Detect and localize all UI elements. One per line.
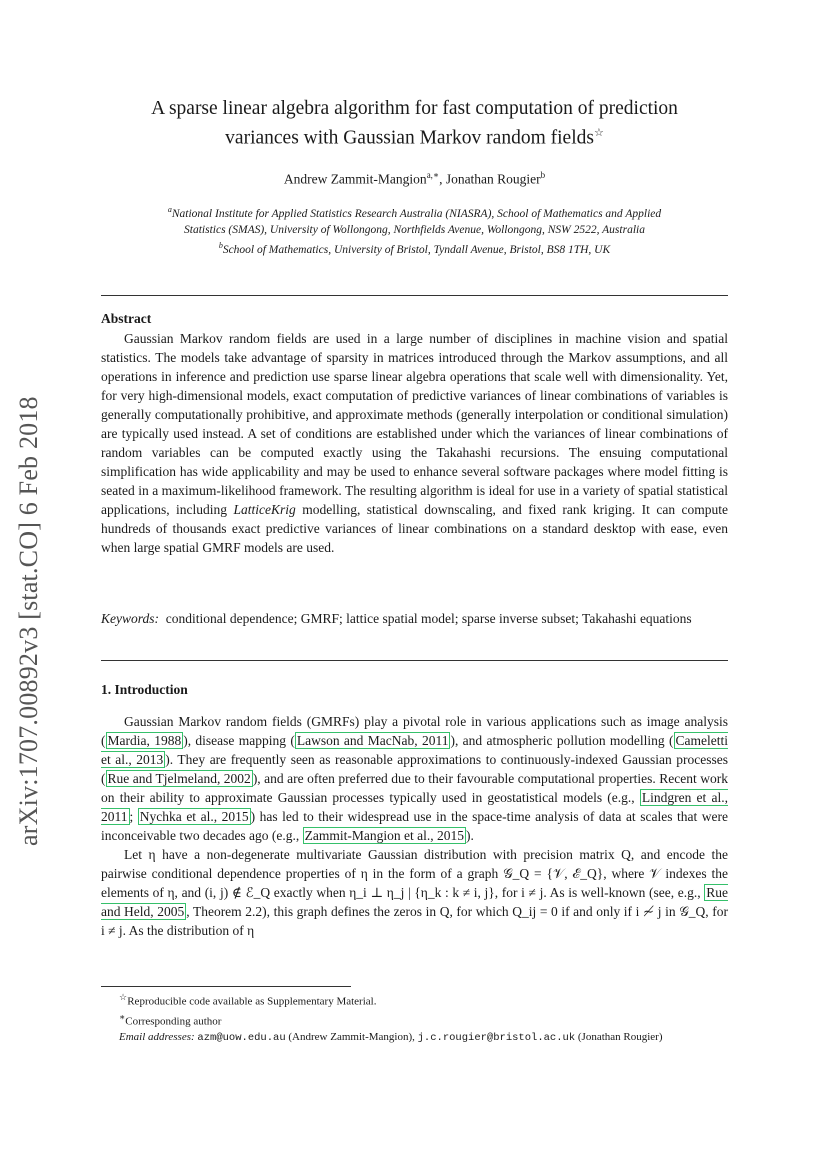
affil-a-line-1: National Institute for Applied Statistics Research Australia (NIASRA), School of Mathematics and Applied (171, 207, 662, 220)
footnote-1-text: Reproducible code available as Supplementary Material. (127, 995, 377, 1008)
author-separator: , (439, 171, 446, 187)
email-link-1[interactable]: azm@uow.edu.au (197, 1032, 286, 1045)
citation-zammit-mangion[interactable]: Zammit-Mangion et al., 2015 (304, 828, 465, 843)
abstract-text-2: modelling, statistical downscaling, and fixed rank kriging. It can compute hundreds of thousands exact predictive variances of linear combinations on a standard desktop with ease, even when large spatial GMRF models are used. (101, 502, 728, 555)
footnote-emails (101, 1030, 728, 1047)
citation-mardia[interactable]: Mardia, 1988 (107, 733, 182, 748)
intro-p1-text: ). They are frequently seen as reasonable approximations to continuously-indexed Gaussian processes ( (101, 752, 728, 786)
intro-p1-text: ), and atmospheric pollution modelling ( (450, 733, 674, 748)
email-link-2[interactable]: j.c.rougier@bristol.ac.uk (417, 1032, 576, 1045)
intro-p1-text: Gaussian Markov random fields (GMRFs) play a pivotal role in various applications such as image analysis ( (101, 714, 728, 748)
footnote-rule (101, 986, 351, 987)
citation-lindgren[interactable]: Lindgren et al., 2011 (101, 790, 728, 824)
affil-b-mark: b (218, 240, 223, 250)
title-line-2: variances with Gaussian Markov random fields (225, 127, 594, 149)
email-2-owner: (Jonathan Rougier) (577, 1031, 663, 1044)
citation-lawson-macnab[interactable]: Lawson and MacNab, 2011 (296, 733, 449, 748)
footnote-1-mark: ☆ (119, 992, 128, 1002)
title-footnote-mark: ☆ (593, 127, 604, 139)
intro-p2-text: Let η have a non-degenerate multivariate Gaussian distribution with precision matrix Q, and encode the pairwise conditional dependence properties of η in the form of a graph 𝒢_Q = {𝒱, ℰ_Q}, where 𝒱 indexes the elements of η, and (i, j) ∉ ℰ_Q exactly when η_i ⊥ η_j | {η_k : k ≠ i, j}, for i ≠ j. As is well-known (see, e.g., (101, 847, 728, 900)
keywords (101, 609, 728, 628)
abstract-body (101, 329, 728, 557)
intro-p1-text: ), and are often preferred due to their favourable computational properties. Recent work on their ability to approximate Gaussian processes typically used in geostatistical models (e.g., (101, 771, 728, 805)
title-line-1: A sparse linear algebra algorithm for fast computation of prediction (151, 98, 678, 119)
paper-title (101, 96, 728, 151)
intro-p1-text: ; (129, 809, 138, 824)
introduction-body (101, 712, 728, 940)
footnote-2-mark: ∗ (119, 1012, 126, 1023)
affil-a-mark: a (167, 205, 172, 214)
keywords-text: conditional dependence; GMRF; lattice spatial model; sparse inverse subset; Takahashi equations (165, 611, 692, 626)
citation-rue-held[interactable]: Rue and Held, 2005 (101, 885, 728, 919)
citation-rue-tjelmeland[interactable]: Rue and Tjelmeland, 2002 (107, 771, 251, 786)
citation-nychka[interactable]: Nychka et al., 2015 (139, 809, 249, 824)
intro-p1-text: ), disease mapping ( (183, 733, 295, 748)
section-heading-introduction: 1. Introduction (101, 682, 188, 697)
affil-b-line: School of Mathematics, University of Bristol, Tyndall Avenue, Bristol, BS8 1TH, UK (222, 243, 611, 256)
intro-p1-text: ) has led to their widespread use in the space-time analysis of data at scales that were inconceivable two decades ago (e.g., (101, 809, 728, 843)
intro-paragraph-2 (101, 845, 728, 940)
abstract-latticekrig: LatticeKrig (233, 502, 296, 517)
email-1-owner: (Andrew Zammit-Mangion), (288, 1031, 415, 1044)
author-list (101, 170, 728, 188)
keywords-label: Keywords: (101, 611, 159, 626)
abstract-top-rule (101, 295, 728, 296)
author-2: Jonathan Rougier (445, 171, 541, 187)
affil-a-line-2: Statistics (SMAS), University of Wollongong, Northfields Avenue, Wollongong, NSW 2522, Australia (184, 223, 645, 236)
citation-cameletti[interactable]: Cameletti et al., 2013 (101, 733, 728, 767)
email-label: Email addresses: (119, 1031, 195, 1044)
footnotes (101, 990, 728, 1047)
abstract-text-1: Gaussian Markov random fields are used in a large number of disciplines in machine vision and spatial statistics. The models take advantage of sparsity in matrices introduced through the Markov assumptions, and all operations in inference and prediction use sparse linear algebra operations that scale well with dimensionality. Yet, for very high-dimensional models, exact computation of predictive variances of linear combinations of variables is generally computationally prohibitive, and approximate methods (generally interpolation or conditional simulation) are typically used instead. A set of conditions are established under which the variances of linear combinations of random variables can be computed exactly using the Takahashi recursions. The ensuing computational simplification has wide applicability and may be used to enhance several software packages where model fitting is seated in a maximum-likelihood framework. The resulting algorithm is ideal for use in a variety of spatial statistical applications, including (101, 331, 728, 517)
footnote-1 (101, 990, 728, 1010)
author-2-affil: b (540, 170, 546, 180)
intro-p1-text: ). (466, 828, 474, 843)
abstract-heading: Abstract (101, 311, 152, 326)
footnote-2 (101, 1010, 728, 1030)
footnote-2-text: Corresponding author (125, 1015, 222, 1028)
intro-p2-text: , Theorem 2.2), this graph defines the zeros in Q, for which Q_ij = 0 if and only if i ≁ j in 𝒢_Q, for i ≠ j. As the distribution of η (101, 904, 728, 938)
intro-paragraph-1 (101, 712, 728, 845)
author-1: Andrew Zammit-Mangion (283, 171, 427, 187)
abstract-bottom-rule (101, 660, 728, 661)
affiliations (101, 202, 728, 258)
arxiv-identifier: arXiv:1707.00892v3 [stat.CO] 6 Feb 2018 (14, 396, 43, 846)
author-1-affil: a,∗ (426, 170, 440, 180)
